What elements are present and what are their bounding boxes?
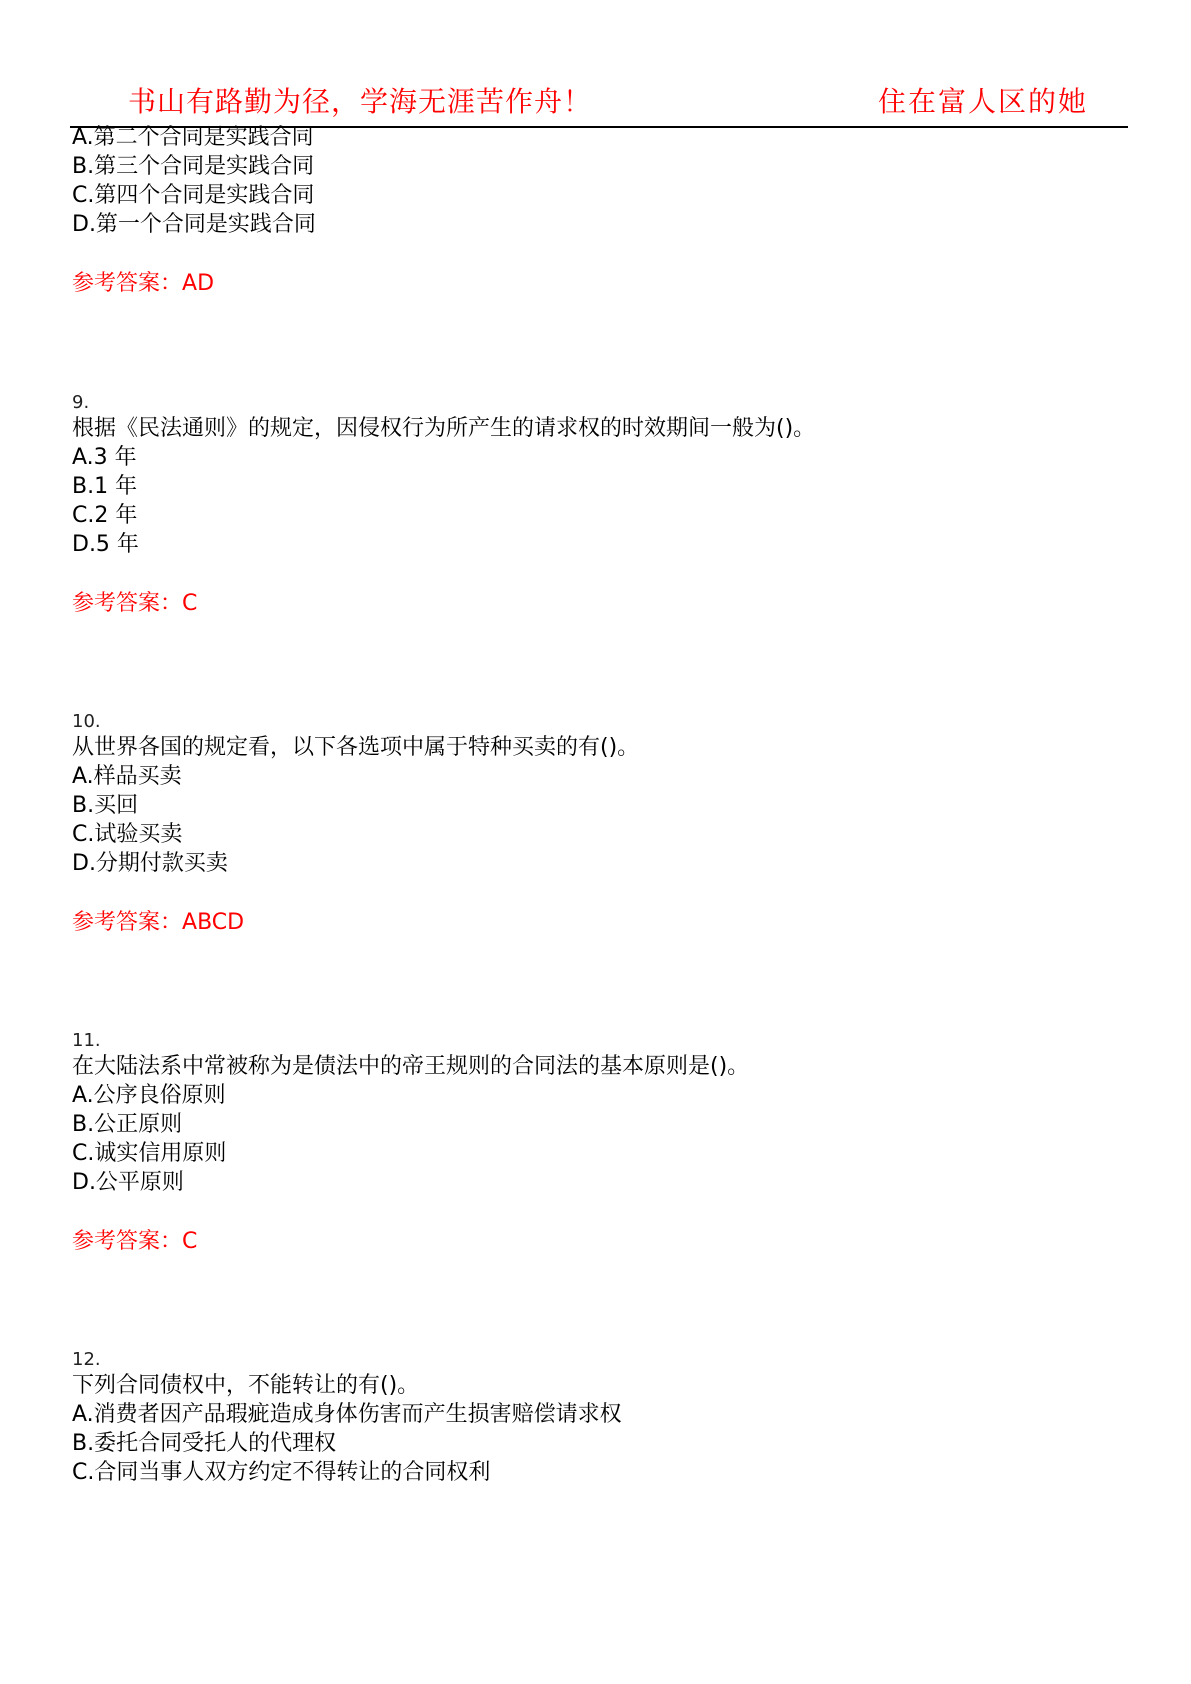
q11-option-d: D.公平原则	[72, 1170, 184, 1195]
answer-value: ABCD	[182, 910, 245, 935]
q9-number: 9.	[72, 392, 90, 413]
q11-number: 11.	[72, 1030, 101, 1051]
answer-value: AD	[182, 271, 215, 296]
answer-label: 参考答案：	[72, 271, 183, 296]
q8-option-b: B.第三个合同是实践合同	[72, 154, 315, 179]
answer-value: C	[182, 1229, 198, 1254]
page-header	[70, 76, 1128, 128]
q9-answer	[72, 590, 197, 618]
answer-label: 参考答案：	[72, 910, 183, 935]
answer-label: 参考答案：	[72, 1229, 183, 1254]
q9-option-b: B.1 年	[72, 474, 138, 499]
q10-stem: 从世界各国的规定看，以下各选项中属于特种买卖的有()。	[72, 735, 640, 760]
q9-option-d: D.5 年	[72, 532, 139, 557]
q11-answer	[72, 1228, 197, 1256]
q8-option-d: D.第一个合同是实践合同	[72, 212, 316, 237]
q11-stem: 在大陆法系中常被称为是债法中的帝王规则的合同法的基本原则是()。	[72, 1054, 750, 1079]
q10-option-c: C.试验买卖	[72, 822, 183, 847]
q10-option-a: A.样品买卖	[72, 764, 182, 789]
q12-option-b: B.委托合同受托人的代理权	[72, 1431, 337, 1456]
q11-option-a: A.公序良俗原则	[72, 1083, 226, 1108]
q9-option-a: A.3 年	[72, 445, 137, 470]
q10-number: 10.	[72, 711, 101, 732]
q8-option-c: C.第四个合同是实践合同	[72, 183, 315, 208]
q9-option-c: C.2 年	[72, 503, 138, 528]
q8-option-a: A.第二个合同是实践合同	[72, 125, 314, 150]
q11-option-b: B.公正原则	[72, 1112, 183, 1137]
header-author: 住在富人区的她	[878, 85, 1089, 118]
q12-option-c: C.合同当事人双方约定不得转让的合同权利	[72, 1460, 491, 1485]
q12-stem: 下列合同债权中，不能转让的有()。	[72, 1373, 420, 1398]
q11-option-c: C.诚实信用原则	[72, 1141, 227, 1166]
q10-answer	[72, 909, 244, 937]
q10-option-b: B.买回	[72, 793, 139, 818]
answer-value: C	[182, 591, 198, 616]
q10-option-d: D.分期付款买卖	[72, 851, 228, 876]
q12-number: 12.	[72, 1349, 101, 1370]
q8-answer	[72, 270, 214, 298]
q12-option-a: A.消费者因产品瑕疵造成身体伤害而产生损害赔偿请求权	[72, 1402, 622, 1427]
header-motto: 书山有路勤为径，学海无涯苦作舟！	[128, 85, 593, 118]
answer-label: 参考答案：	[72, 591, 183, 616]
q9-stem: 根据《民法通则》的规定，因侵权行为所产生的请求权的时效期间一般为()。	[72, 416, 816, 441]
